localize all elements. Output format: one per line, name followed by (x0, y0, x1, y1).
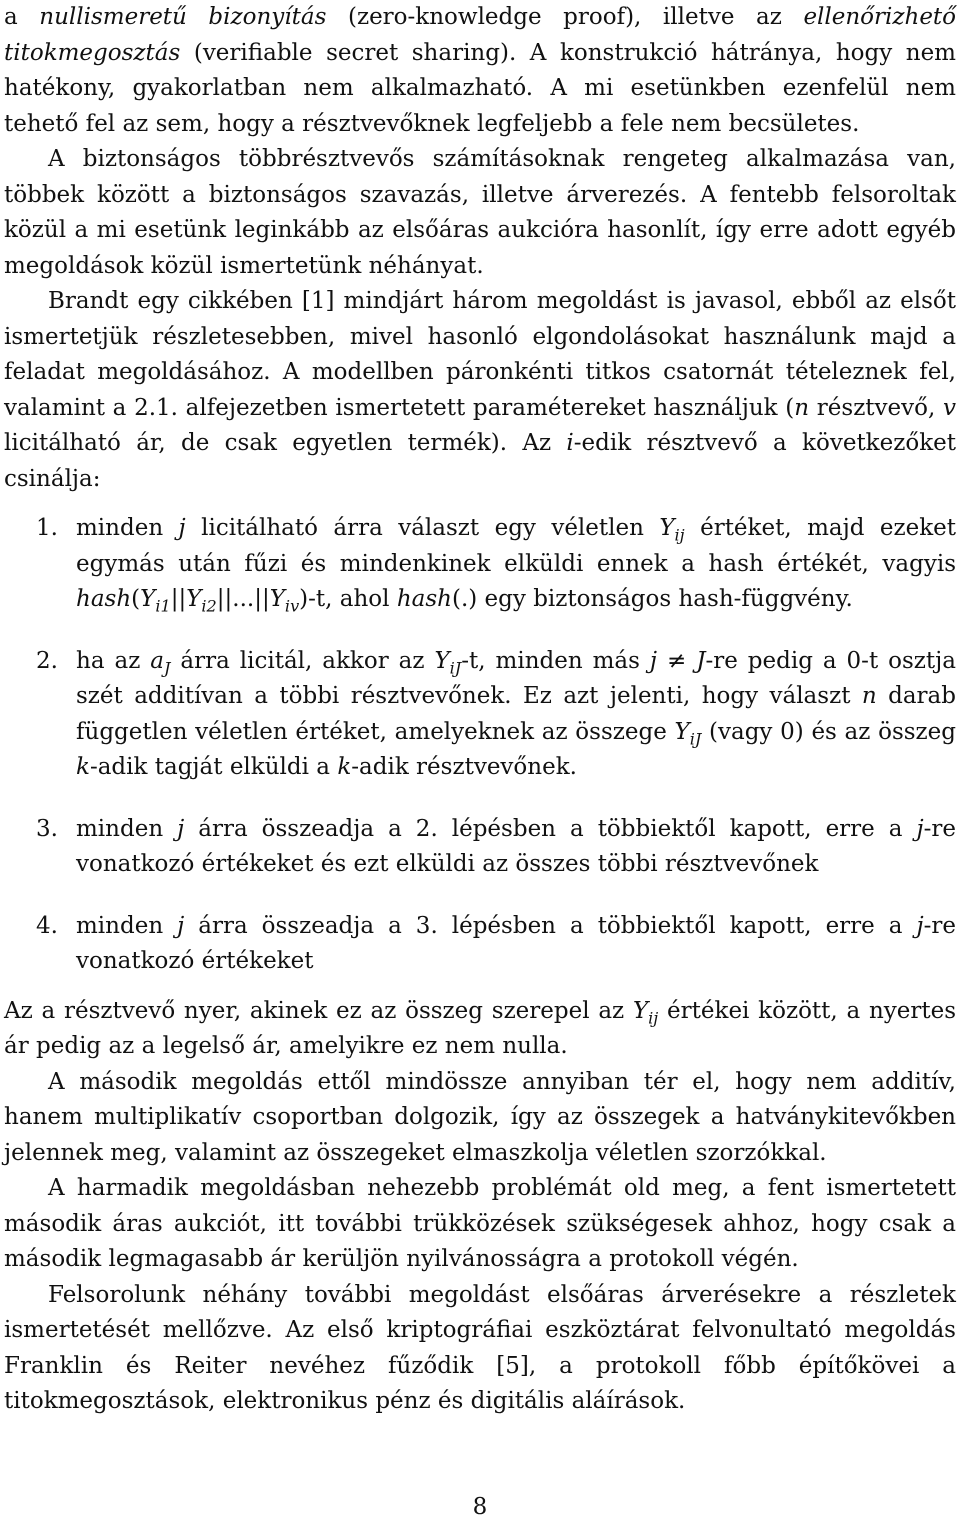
paragraph-7: Felsorolunk néhány további megoldást elsőáras árverésekre a részletek ismertetését mellőzve. Az első kriptográfiai eszköztárat felvonultató megoldás Franklin és Reiter nevéhez fűződik [5], a protokoll főbb építőkövei a titokmegosztások, elektronikus pénz és digitális aláírások. (4, 1281, 956, 1414)
list-item: 1. minden j licitálható árra választ egy véletlen $Y_{ij}$ értéket, majd ezeket egymás után fűzi és mindenkinek elküldi ennek a hash értékét, vagyis $hash(Y_{i1}||Y_{i2}||...||Y_{iv})-t$, ahol hash(.) egy biztonságos hash-függvény. (4, 511, 956, 618)
list-item: 2. ha az $a_J$ árra licitál, akkor az $Y_{iJ}-t$, minden más j ≠ J-re pedig a 0-t osztja szét additívan a többi résztvevőnek. Ez azt jelenti, hogy választ n darab független véletlen értéket, amelyeknek az összege $Y_{iJ}$ (vagy 0) és az összeg k-adik tagját elküldi a k-adik résztvevőnek. (4, 644, 956, 786)
paragraph-5: A második megoldás ettől mindössze annyiban tér el, hogy nem additív, hanem multiplikatív csoportban dolgozik, így az összegek a hatványkitevőkben jelennek meg, valamint az összegeket elmaszkolja véletlen szorzókkal. (4, 1068, 956, 1166)
protocol-steps-list (4, 511, 956, 980)
list-item-number: 4. (36, 912, 58, 939)
page-number: 8 (472, 1494, 488, 1520)
list-item-number: 2. (36, 647, 58, 674)
paragraph-2: A biztonságos többrésztvevős számításoknak rengeteg alkalmazása van, többek között a biztonságos szavazás, illetve árverezés. A fentebb felsoroltak közül a mi esetünk leginkább az elsőáras aukcióra hasonlít, így erre adott egyéb megoldások közül ismertetünk néhányat. (4, 146, 956, 279)
document-page (4, 0, 956, 1420)
paragraph-3: Brandt egy cikkében [1] mindjárt három megoldást is javasol, ebből az elsőt ismertetjük részletesebben, mivel hasonló elgondolásokat használunk majd a feladat megoldásához. A modellben páronkénti titkos csatornát tételeznek fel, valamint a 2.1. alfejezetben ismertetett paramétereket használjuk (n résztvevő, v licitálható ár, de csak egyetlen termék). Az i-edik résztvevő a következőket csinálja: (4, 288, 957, 492)
list-item-number: 3. (36, 815, 58, 842)
list-item: 4. minden j árra összeadja a 3. lépésben a többiektől kapott, erre a j-re vonatkozó értékeket (4, 909, 956, 980)
paragraph-1: a nullismeretű bizonyítás (zero-knowledge proof), illetve az ellenőrizhető titokmegosztás (verifiable secret sharing). A konstrukció hátránya, hogy nem hatékony, gyakorlatban nem alkalmazható. A mi esetünkben ezenfelül nem tehető fel az sem, hogy a résztvevőknek legfeljebb a fele nem becsületes. (4, 4, 957, 137)
list-item-number: 1. (36, 515, 58, 541)
list-item: 3. minden j árra összeadja a 2. lépésben a többiektől kapott, erre a j-re vonatkozó értékeket és ezt elküldi az összes többi résztvevőnek (4, 812, 956, 883)
paragraph-6: A harmadik megoldásban nehezebb problémát old meg, a fent ismertetett második áras aukciót, itt további trükközések szükségesek ahhoz, hogy csak a második legmagasabb ár kerüljön nyilvánosságra a protokoll végén. (4, 1175, 956, 1272)
paragraph-4: Az a résztvevő nyer, akinek ez az összeg szerepel az $Y_{ij}$ értékei között, a nyertes ár pedig az a legelső ár, amelyikre ez nem nulla. (4, 997, 957, 1059)
